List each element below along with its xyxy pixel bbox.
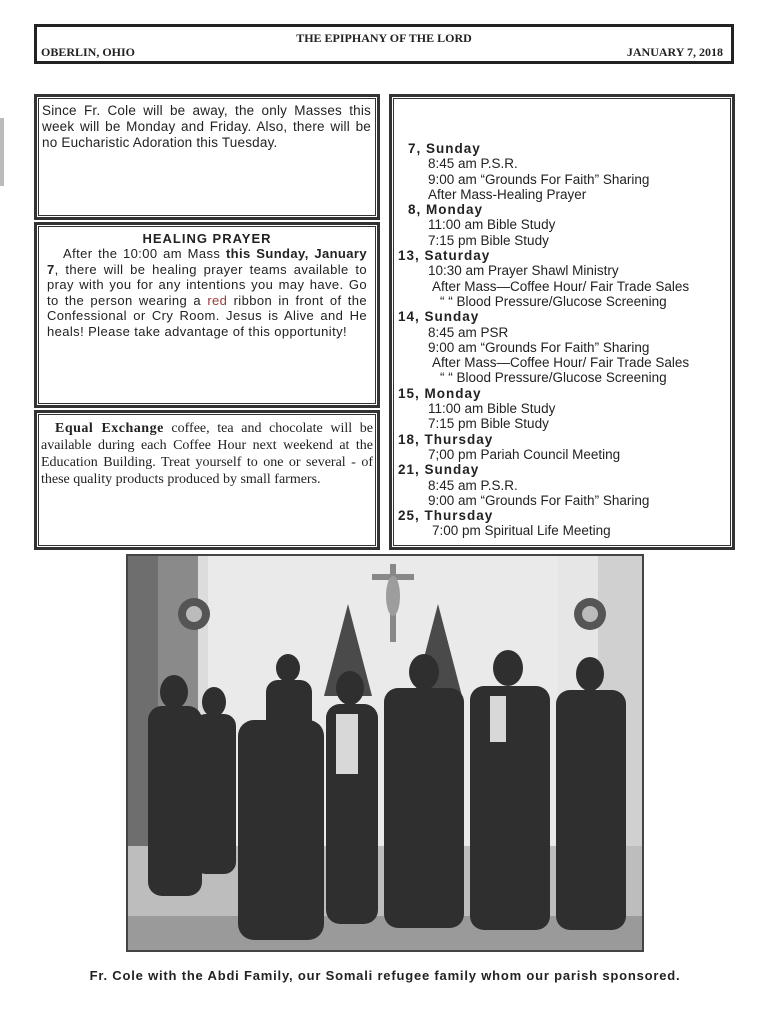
calendar-day: 18, Thursday [398,431,494,447]
calendar-event: 7:15 pm Bible Study [428,232,549,248]
notice-text: Since Fr. Cole will be away, the only Masses this week will be Monday and Friday. Also, there will be no Eucharistic Adoration this Tuesday. [42,103,371,150]
page-header [34,24,734,64]
calendar-day: 21, Sunday [398,462,480,478]
exchange-lead: Equal Exchange [55,421,164,436]
healing-prayer-box [34,222,380,408]
equal-exchange-box [34,410,380,550]
calendar-event: After Mass—Coffee Hour/ Fair Trade Sales [432,278,690,294]
calendar-event: 9:00 am “Grounds For Faith” Sharing [428,492,650,508]
healing-text [47,246,367,340]
healing-text-part: ribbon in front of the Confessional or Cry Room. Jesus is Alive and He heals! Please take advantage of this opportunity! [47,292,367,339]
calendar-day: 7, Sunday [408,141,481,156]
feast-title: THE EPIPHANY OF THE LORD [296,31,472,45]
calendar-event: “ “ Blood Pressure/Glucose Screening [440,293,667,309]
healing-text-part: After the 10:00 am Mass [63,246,226,261]
calendar-event: 9:00 am “Grounds For Faith” Sharing [428,171,650,187]
calendar-box [389,94,735,550]
calendar-day: 13, Saturday [398,248,491,264]
exchange-body: coffee, tea and chocolate will be available during each Coffee Hour next weekend at the Education Building. Treat yourself to one or several - of these quality products produced by small farmers. [41,421,373,487]
calendar-event: 10:30 am Prayer Shawl Ministry [428,263,619,279]
calendar-event: 8:45 am P.S.R. [428,477,518,493]
calendar-event: 7:00 pm Spiritual Life Meeting [432,523,611,539]
calendar-day: 25, Thursday [398,508,494,524]
healing-heading: HEALING PRAYER [142,231,272,246]
healing-text-part: , there will be healing prayer teams available to pray with you for any intentions you may have. Go to the person wearing a [47,261,367,308]
photo-caption: Fr. Cole with the Abdi Family, our Somali refugee family whom our parish sponsored. [89,968,681,983]
bulletin-date: JANUARY 7, 2018 [626,45,723,59]
calendar-event: 8:45 am P.S.R. [428,156,518,172]
calendar-list [398,141,728,539]
margin-bar [0,118,4,186]
calendar-event: 11:00 am Bible Study [428,401,556,417]
calendar-event: 9:00 am “Grounds For Faith” Sharing [428,339,650,355]
calendar-event: “ “ Blood Pressure/Glucose Screening [440,370,667,386]
calendar-event: After Mass—Coffee Hour/ Fair Trade Sales [432,355,690,371]
calendar-event: 7;00 pm Pariah Council Meeting [428,446,621,462]
calendar-day: 8, Monday [408,202,484,218]
calendar-day: 15, Monday [398,385,482,401]
healing-date-emphasis: this Sunday, January 7 [47,246,367,277]
red-word: red [207,292,228,308]
parish-location: OBERLIN, OHIO [41,45,136,59]
calendar-event: After Mass-Healing Prayer [428,186,587,202]
mass-schedule-notice [34,94,380,220]
photo-illustration [128,556,642,950]
exchange-text [41,420,373,488]
calendar-event: 7:15 pm Bible Study [428,416,549,432]
calendar-day: 14, Sunday [398,309,480,325]
calendar-event: 8:45 am PSR [428,324,509,340]
calendar-event: 11:00 am Bible Study [428,217,556,233]
group-photo [126,554,644,952]
